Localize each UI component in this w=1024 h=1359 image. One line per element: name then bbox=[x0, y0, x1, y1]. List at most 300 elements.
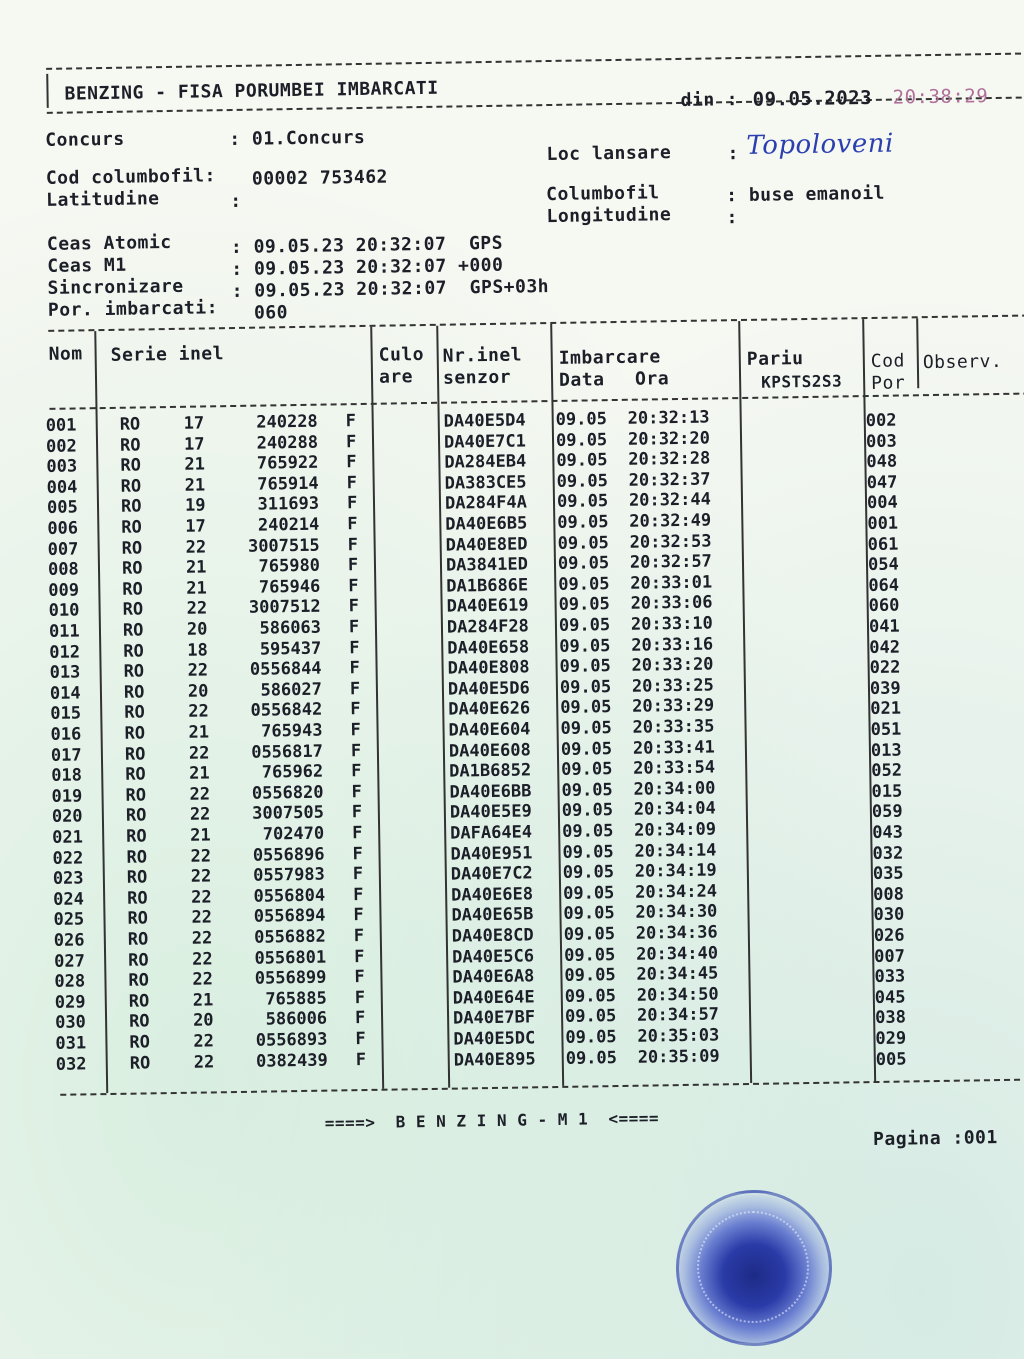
header-top-rule bbox=[46, 53, 1021, 70]
row-data: 09.05 bbox=[563, 903, 615, 925]
row-ora: 20:33:29 bbox=[632, 695, 715, 718]
row-data: 09.05 bbox=[559, 656, 611, 678]
row-tara: RO bbox=[119, 414, 141, 435]
row-data: 09.05 bbox=[560, 738, 613, 760]
columbofil-value: : buse emanoil bbox=[726, 182, 886, 207]
row-nom: 017 bbox=[50, 745, 82, 766]
row-nom: 010 bbox=[48, 600, 80, 622]
row-nr-inel: 0556894 bbox=[253, 906, 326, 928]
row-data: 09.05 bbox=[565, 1047, 618, 1069]
row-tara: RO bbox=[123, 641, 144, 662]
row-ora: 20:32:28 bbox=[628, 448, 711, 470]
row-tara: RO bbox=[125, 764, 146, 785]
row-an: 22 bbox=[191, 928, 213, 949]
row-senzor: DA40E5E9 bbox=[449, 801, 532, 824]
ceas-atomic-label: Ceas Atomic bbox=[46, 231, 172, 255]
loc-value-handwritten: Topoloveni bbox=[746, 128, 895, 161]
ceas-m1-label: Ceas M1 bbox=[47, 254, 127, 277]
row-sex: F bbox=[346, 493, 358, 514]
row-ora: 20:34:40 bbox=[635, 943, 719, 965]
row-cod-por: 048 bbox=[866, 451, 898, 473]
row-an: 22 bbox=[193, 1031, 215, 1052]
row-senzor: DA284EB4 bbox=[444, 451, 527, 473]
row-sex: F bbox=[354, 987, 366, 1008]
row-cod-por: 035 bbox=[872, 863, 904, 885]
row-cod-por: 002 bbox=[865, 410, 897, 432]
row-ora: 20:34:24 bbox=[634, 881, 718, 903]
row-an: 22 bbox=[191, 907, 213, 929]
row-senzor: DA40E5D6 bbox=[447, 678, 530, 700]
row-nom: 030 bbox=[54, 1012, 87, 1034]
row-tara: RO bbox=[127, 888, 148, 909]
row-nom: 001 bbox=[45, 415, 77, 436]
row-senzor: DA40E65B bbox=[451, 904, 534, 927]
col-pariu: Pariu bbox=[746, 348, 804, 370]
row-an: 22 bbox=[187, 660, 209, 681]
row-an: 22 bbox=[185, 537, 207, 558]
row-nr-inel: 586027 bbox=[260, 679, 323, 701]
col-sep-cod bbox=[916, 318, 919, 388]
row-tara: RO bbox=[128, 991, 150, 1012]
row-nr-inel: 0556896 bbox=[252, 844, 325, 866]
row-data: 09.05 bbox=[564, 985, 617, 1007]
row-ora: 20:33:25 bbox=[631, 675, 714, 697]
row-data: 09.05 bbox=[563, 882, 615, 904]
row-tara: RO bbox=[124, 723, 146, 744]
row-senzor: DA40E6E8 bbox=[451, 884, 534, 906]
row-nr-inel: 240228 bbox=[256, 411, 318, 433]
row-senzor: DA40E5DC bbox=[453, 1028, 536, 1050]
row-ora: 20:33:54 bbox=[633, 757, 716, 779]
row-an: 17 bbox=[185, 516, 206, 537]
row-nom: 027 bbox=[54, 951, 86, 972]
row-senzor: DA40E5D4 bbox=[443, 410, 526, 432]
row-an: 18 bbox=[187, 640, 208, 661]
row-nom: 025 bbox=[53, 909, 85, 931]
row-data: 09.05 bbox=[557, 532, 609, 554]
row-nom: 026 bbox=[53, 930, 85, 951]
row-ora: 20:34:04 bbox=[633, 798, 716, 821]
row-senzor: DA40E64E bbox=[452, 987, 535, 1009]
row-nom: 023 bbox=[52, 868, 84, 890]
row-ora: 20:33:35 bbox=[632, 716, 715, 738]
row-ora: 20:33:10 bbox=[630, 613, 713, 635]
row-data: 09.05 bbox=[559, 676, 612, 698]
row-cod-por: 005 bbox=[875, 1049, 907, 1070]
row-an: 22 bbox=[192, 969, 214, 990]
row-senzor: DA1B6852 bbox=[449, 760, 532, 782]
row-tara: RO bbox=[124, 744, 146, 765]
row-sex: F bbox=[353, 926, 365, 947]
row-ora: 20:32:49 bbox=[629, 510, 712, 532]
row-nom: 007 bbox=[47, 539, 79, 560]
row-data: 09.05 bbox=[564, 1006, 617, 1028]
din-date: 09.05.2023 bbox=[752, 86, 873, 111]
row-nr-inel: 765914 bbox=[257, 473, 319, 495]
loc-colon: : bbox=[727, 143, 740, 165]
page-number: Pagina :001 bbox=[872, 1127, 998, 1151]
footer-brand: ====> B E N Z I N G - M 1 <==== bbox=[324, 1108, 660, 1133]
row-nr-inel: 240214 bbox=[257, 514, 320, 536]
row-data: 09.05 bbox=[558, 594, 610, 616]
col-data: Data bbox=[558, 369, 605, 391]
row-ora: 20:32:57 bbox=[629, 551, 713, 573]
row-nom: 015 bbox=[50, 703, 82, 725]
row-senzor: DA40E895 bbox=[453, 1048, 536, 1071]
row-sex: F bbox=[353, 905, 364, 926]
row-senzor: DA40E626 bbox=[448, 698, 531, 721]
row-ora: 20:34:30 bbox=[635, 901, 718, 924]
row-nom: 022 bbox=[52, 848, 84, 869]
row-ora: 20:34:57 bbox=[636, 1004, 720, 1027]
row-an: 22 bbox=[186, 598, 208, 620]
row-data: 09.05 bbox=[561, 779, 613, 801]
row-cod-por: 038 bbox=[874, 1007, 907, 1029]
row-tara: RO bbox=[129, 1032, 151, 1053]
col-are: are bbox=[378, 366, 414, 388]
row-ora: 20:32:37 bbox=[628, 469, 711, 491]
col-imbarcare: Imbarcare bbox=[558, 346, 661, 369]
row-cod-por: 021 bbox=[870, 698, 902, 720]
row-cod-por: 054 bbox=[867, 554, 899, 576]
col-cod: Cod bbox=[870, 350, 906, 372]
row-an: 21 bbox=[184, 475, 206, 496]
row-senzor: DA40E6B5 bbox=[445, 513, 528, 535]
row-sex: F bbox=[354, 1008, 366, 1029]
din-colon: : bbox=[726, 89, 739, 111]
row-ora: 20:33:06 bbox=[630, 592, 713, 615]
row-nr-inel: 0556842 bbox=[250, 700, 323, 722]
row-nom: 028 bbox=[54, 971, 86, 993]
row-nom: 018 bbox=[51, 765, 83, 787]
row-sex: F bbox=[355, 1049, 367, 1070]
row-senzor: DA40E808 bbox=[447, 657, 530, 679]
row-nom: 008 bbox=[47, 559, 79, 581]
row-cod-por: 051 bbox=[870, 719, 902, 741]
row-nom: 021 bbox=[52, 827, 84, 848]
row-sex: F bbox=[351, 781, 362, 802]
row-an: 22 bbox=[188, 701, 209, 723]
row-tara: RO bbox=[120, 476, 142, 497]
row-tara: RO bbox=[123, 661, 145, 682]
row-sex: F bbox=[348, 575, 359, 597]
row-ora: 20:34:50 bbox=[636, 984, 719, 1006]
seal-stamp bbox=[676, 1190, 832, 1346]
row-senzor: DA284F4A bbox=[444, 492, 528, 515]
row-sex: F bbox=[351, 761, 362, 782]
row-ora: 20:32:13 bbox=[627, 407, 710, 429]
row-ora: 20:33:20 bbox=[631, 654, 714, 676]
row-senzor: DA383CE5 bbox=[444, 472, 527, 494]
row-nom: 031 bbox=[55, 1033, 87, 1054]
row-sex: F bbox=[347, 555, 359, 576]
row-nr-inel: 765962 bbox=[261, 761, 324, 783]
sincronizare-value: : 09.05.23 20:32:07 GPS+03h bbox=[231, 276, 550, 303]
row-tara: RO bbox=[126, 867, 148, 888]
row-sex: F bbox=[348, 617, 360, 638]
row-cod-por: 022 bbox=[869, 657, 901, 679]
row-cod-por: 047 bbox=[866, 472, 898, 493]
row-cod-por: 004 bbox=[866, 492, 898, 514]
row-ora: 20:34:09 bbox=[634, 819, 717, 841]
row-nr-inel: 702470 bbox=[262, 823, 325, 845]
row-sex: F bbox=[346, 472, 358, 494]
document-content bbox=[40, 45, 1020, 1151]
row-an: 22 bbox=[188, 743, 210, 764]
row-ora: 20:35:03 bbox=[637, 1025, 720, 1047]
row-an: 20 bbox=[186, 619, 208, 640]
row-data: 09.05 bbox=[557, 512, 609, 533]
row-nr-inel: 586006 bbox=[265, 1009, 328, 1030]
row-sex: F bbox=[353, 946, 365, 967]
row-an: 21 bbox=[190, 825, 211, 846]
row-ora: 20:33:16 bbox=[631, 634, 714, 656]
por-imbarcati-label: Por. imbarcati: bbox=[47, 297, 219, 321]
row-nr-inel: 595437 bbox=[259, 638, 322, 660]
row-data: 09.05 bbox=[556, 491, 609, 513]
row-cod-por: 032 bbox=[872, 843, 904, 864]
row-nr-inel: 3007515 bbox=[247, 535, 320, 557]
row-data: 09.05 bbox=[560, 718, 612, 739]
row-nr-inel: 0556817 bbox=[251, 741, 324, 763]
row-cod-por: 059 bbox=[871, 801, 903, 823]
row-an: 22 bbox=[191, 887, 212, 908]
col-nr-inel: Nr.inel bbox=[442, 344, 523, 367]
row-tara: RO bbox=[127, 929, 149, 950]
row-nr-inel: 0556801 bbox=[254, 947, 327, 969]
row-cod-por: 030 bbox=[873, 904, 905, 926]
row-nom: 014 bbox=[49, 683, 81, 704]
row-sex: F bbox=[349, 678, 361, 700]
row-ora: 20:32:20 bbox=[627, 428, 711, 450]
row-nom: 020 bbox=[51, 806, 83, 828]
row-senzor: DA1B686E bbox=[446, 575, 529, 597]
longitudine-label: Longitudine bbox=[546, 204, 672, 228]
row-cod-por: 061 bbox=[867, 534, 899, 555]
row-nom: 005 bbox=[46, 497, 78, 519]
row-an: 21 bbox=[189, 763, 210, 784]
row-cod-por: 008 bbox=[873, 884, 905, 905]
row-tara: RO bbox=[121, 538, 143, 559]
row-senzor: DA40E7BF bbox=[452, 1007, 536, 1030]
row-data: 09.05 bbox=[556, 470, 609, 492]
row-ora: 20:34:19 bbox=[634, 860, 717, 882]
row-tara: RO bbox=[127, 908, 149, 930]
row-sex: F bbox=[350, 699, 361, 720]
row-data: 09.05 bbox=[556, 450, 608, 472]
row-ora: 20:34:36 bbox=[635, 922, 718, 944]
row-senzor: DA40E951 bbox=[450, 842, 533, 865]
row-tara: RO bbox=[122, 620, 144, 641]
row-data: 09.05 bbox=[558, 615, 611, 636]
row-sex: F bbox=[355, 1029, 366, 1050]
row-data: 09.05 bbox=[562, 841, 614, 863]
row-senzor: DA40E8CD bbox=[451, 925, 534, 947]
row-tara: RO bbox=[128, 1011, 150, 1033]
row-cod-por: 064 bbox=[868, 575, 900, 596]
table-bottom-rule bbox=[60, 1078, 1024, 1095]
row-nr-inel: 311693 bbox=[257, 494, 320, 516]
row-sex: F bbox=[352, 864, 364, 885]
loc-label: Loc lansare bbox=[546, 142, 672, 166]
row-data: 09.05 bbox=[562, 821, 614, 842]
row-nr-inel: 765943 bbox=[260, 720, 323, 742]
row-sex: F bbox=[349, 637, 360, 658]
row-data: 09.05 bbox=[555, 429, 608, 451]
row-an: 20 bbox=[192, 1010, 214, 1032]
row-cod-por: 043 bbox=[872, 822, 904, 844]
col-nom: Nom bbox=[48, 343, 83, 365]
row-tara: RO bbox=[126, 847, 148, 868]
row-ora: 20:33:41 bbox=[632, 737, 715, 759]
row-nr-inel: 0556844 bbox=[249, 658, 322, 680]
din-time: 20:38:29 bbox=[892, 85, 989, 109]
row-an: 22 bbox=[190, 866, 212, 887]
row-nom: 013 bbox=[49, 662, 81, 684]
row-sex: F bbox=[347, 534, 359, 555]
por-imbarcati-value: 060 bbox=[253, 302, 289, 324]
row-sex: F bbox=[348, 596, 360, 617]
row-data: 09.05 bbox=[564, 965, 616, 987]
row-tara: RO bbox=[127, 949, 149, 971]
row-nr-inel: 0556899 bbox=[254, 967, 327, 989]
row-data: 09.05 bbox=[557, 553, 610, 575]
row-data: 09.05 bbox=[565, 1027, 617, 1048]
row-sex: F bbox=[347, 514, 358, 535]
row-data: 09.05 bbox=[561, 759, 613, 781]
row-data: 09.05 bbox=[563, 924, 616, 945]
row-sex: F bbox=[346, 452, 357, 473]
row-nom: 003 bbox=[46, 456, 78, 478]
row-ora: 20:34:14 bbox=[634, 840, 717, 862]
row-sex: F bbox=[349, 658, 361, 679]
row-sex: F bbox=[352, 884, 364, 905]
longitudine-colon: : bbox=[726, 207, 739, 229]
document-title: BENZING - FISA PORUMBEI IMBARCATI bbox=[64, 77, 439, 105]
row-an: 22 bbox=[191, 948, 213, 970]
row-ora: 20:32:53 bbox=[629, 531, 712, 553]
row-tara: RO bbox=[121, 558, 143, 579]
row-nom: 009 bbox=[48, 580, 80, 601]
row-nr-inel: 0556893 bbox=[255, 1029, 328, 1051]
row-cod-por: 033 bbox=[874, 966, 906, 988]
row-nom: 011 bbox=[48, 621, 80, 642]
row-cod-por: 039 bbox=[869, 678, 901, 699]
row-sex: F bbox=[345, 411, 357, 432]
row-an: 17 bbox=[183, 434, 205, 455]
row-sex: F bbox=[350, 720, 361, 741]
row-tara: RO bbox=[128, 970, 150, 991]
row-senzor: DA284F28 bbox=[446, 616, 530, 638]
row-senzor: DA40E7C1 bbox=[443, 431, 527, 453]
row-data: 09.05 bbox=[555, 409, 608, 430]
row-nom: 019 bbox=[51, 786, 83, 807]
row-nr-inel: 0382439 bbox=[255, 1050, 328, 1072]
row-ora: 20:34:45 bbox=[636, 963, 719, 985]
row-senzor: DA40E6A8 bbox=[452, 966, 535, 988]
row-senzor: DA3841ED bbox=[445, 554, 529, 576]
col-kpsts: KPSTS2S3 bbox=[761, 371, 843, 392]
header-left-rule bbox=[46, 74, 49, 108]
row-senzor: DA40E619 bbox=[446, 595, 529, 618]
row-cod-por: 015 bbox=[871, 781, 903, 802]
row-ora: 20:32:44 bbox=[628, 489, 712, 512]
col-serie-inel: Serie inel bbox=[110, 343, 225, 366]
row-cod-por: 007 bbox=[874, 946, 906, 967]
row-data: 09.05 bbox=[558, 573, 610, 595]
latitudine-label: Latitudine bbox=[46, 188, 160, 211]
row-cod-por: 045 bbox=[874, 987, 906, 1008]
row-an: 22 bbox=[190, 846, 212, 867]
row-nom: 012 bbox=[49, 642, 81, 663]
row-senzor: DA40E7C2 bbox=[450, 863, 533, 885]
sincronizare-label: Sincronizare bbox=[47, 275, 184, 299]
row-data: 09.05 bbox=[560, 697, 612, 719]
row-sex: F bbox=[351, 802, 363, 823]
row-cod-por: 001 bbox=[867, 513, 899, 535]
row-cod-por: 042 bbox=[869, 637, 901, 658]
col-por: Por bbox=[871, 372, 906, 394]
concurs-value: : 01.Concurs bbox=[229, 126, 366, 151]
row-cod-por: 041 bbox=[868, 616, 900, 638]
concurs-label: Concurs bbox=[45, 128, 125, 151]
row-sex: F bbox=[350, 740, 362, 761]
row-senzor: DA40E8ED bbox=[445, 533, 528, 556]
row-an: 21 bbox=[188, 722, 210, 743]
col-ora: Ora bbox=[634, 368, 670, 390]
row-sex: F bbox=[352, 823, 363, 844]
row-tara: RO bbox=[121, 517, 142, 538]
col-observ: Observ. bbox=[922, 350, 1003, 374]
row-nom: 024 bbox=[53, 889, 85, 910]
row-tara: RO bbox=[125, 785, 147, 806]
row-nr-inel: 765885 bbox=[265, 988, 327, 1010]
din-label: din bbox=[680, 89, 715, 111]
row-nom: 032 bbox=[55, 1053, 87, 1075]
row-tara: RO bbox=[123, 682, 145, 703]
row-tara: RO bbox=[126, 826, 147, 847]
row-nr-inel: 0556804 bbox=[253, 885, 326, 907]
row-senzor: DA40E5C6 bbox=[451, 945, 535, 968]
row-senzor: DAFA64E4 bbox=[450, 822, 533, 844]
row-ora: 20:34:00 bbox=[633, 778, 716, 800]
row-nr-inel: 0556882 bbox=[254, 926, 326, 948]
row-cod-por: 052 bbox=[871, 760, 903, 782]
row-an: 17 bbox=[183, 413, 205, 434]
row-nr-inel: 0556820 bbox=[251, 782, 324, 804]
row-an: 21 bbox=[186, 578, 207, 599]
ceas-atomic-value: : 09.05.23 20:32:07 GPS bbox=[230, 232, 504, 259]
col-senzor: senzor bbox=[442, 366, 512, 389]
row-sex: F bbox=[354, 967, 365, 988]
latitudine-colon: : bbox=[230, 190, 242, 213]
row-nom: 002 bbox=[45, 436, 77, 457]
row-nom: 004 bbox=[46, 477, 78, 498]
row-tara: RO bbox=[119, 435, 141, 456]
row-data: 09.05 bbox=[559, 635, 611, 657]
row-nr-inel: 765980 bbox=[258, 555, 321, 577]
row-sex: F bbox=[352, 843, 363, 864]
cod-value: 00002 753462 bbox=[251, 166, 389, 190]
row-an: 21 bbox=[192, 990, 214, 1011]
row-an: 19 bbox=[184, 495, 206, 517]
row-an: 22 bbox=[189, 804, 211, 826]
row-nom: 016 bbox=[50, 724, 82, 745]
row-senzor: DA40E604 bbox=[448, 719, 531, 741]
ceas-m1-value: : 09.05.23 20:32:07 +000 bbox=[231, 254, 504, 281]
col-culo: Culo bbox=[378, 344, 425, 366]
row-an: 22 bbox=[193, 1051, 215, 1073]
